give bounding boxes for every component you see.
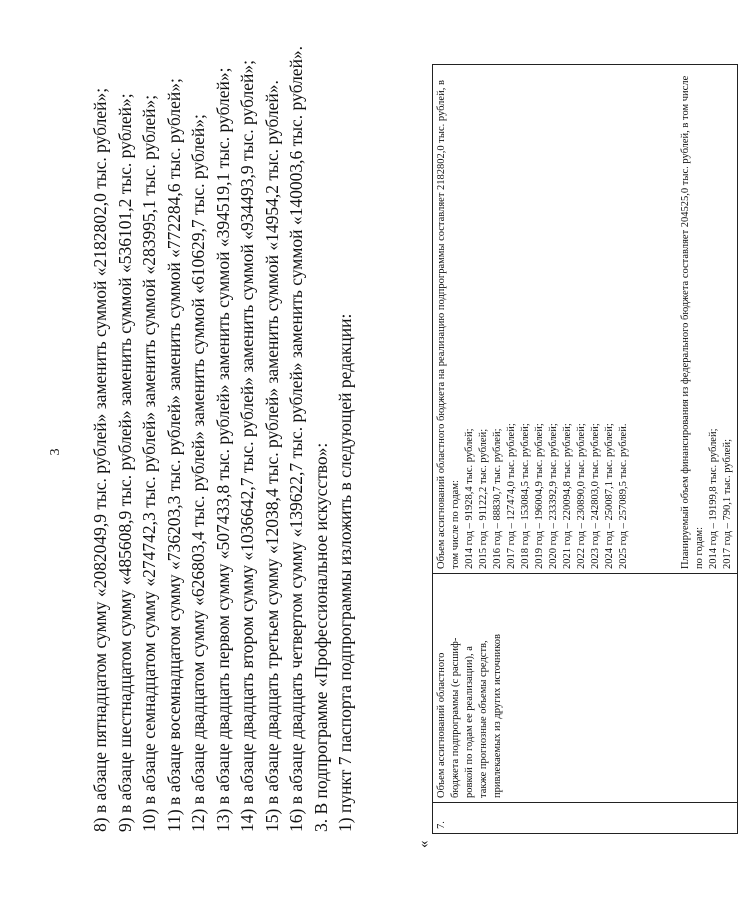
year-line: 2017 год – 790,1 тыс. рублей; (722, 438, 733, 569)
row-number: 7. (433, 803, 738, 834)
year-line: 2021 год – 220094,8 тыс. рублей; (562, 423, 573, 569)
year-line: 2024 год – 250087,1 тыс. рублей; (604, 423, 615, 569)
name-line: привлекаемых из других источников (492, 634, 503, 798)
amendment-line: 1) пункт 7 паспорта подпрограммы изложить в следующей редакции: (335, 313, 355, 832)
row-name-cell (433, 574, 738, 803)
amendment-line: 10) в абзаце семнадцатом сумму «274742,3 тыс. рублей» заменить суммой «283995,1 тыс. рублей»; (139, 94, 159, 832)
amendment-line: 14) в абзаце двадцать втором сумму «1036642,7 тыс. рублей» заменить суммой «934493,9 тыс. рублей»; (237, 60, 257, 832)
spacer (631, 69, 679, 569)
name-line: также прогнозные объемы средств, (478, 640, 489, 798)
section-heading: 3. В подпрограмме «Профессиональное искусство»: (310, 442, 331, 832)
amendment-line: 16) в абзаце двадцать четвертом сумму «139622,7 тыс. рублей» заменить суммой «140003,6 тыс. рублей». (286, 45, 306, 832)
year-line: 2023 год – 242803,0 тыс. рублей; (590, 423, 601, 569)
regional-intro: том числе по годам: (450, 480, 461, 569)
rotated-content (40, 45, 733, 852)
year-line: 2017 год – 127474,0 тыс. рублей; (506, 423, 517, 569)
amendment-line: 15) в абзаце двадцать третьем сумму «12038,4 тыс. рублей» заменить суммой «14954,2 тыс. рублей». (261, 80, 282, 832)
row-value-cell (433, 65, 738, 574)
year-line: 2022 год – 230890,0 тыс. рублей; (576, 423, 587, 569)
year-line: 2018 год – 153084,5 тыс. рублей; (520, 423, 531, 569)
open-quote: « (416, 840, 432, 848)
page-number: 3 (48, 448, 63, 456)
federal-intro: по годам: (694, 526, 705, 569)
year-line: 2014 год – 91928,4 тыс. рублей; (464, 428, 475, 569)
name-line: ровкой по годам ее реализации), а (464, 646, 475, 798)
year-line: 2015 год – 91122,2 тыс. рублей; (478, 428, 489, 569)
amendment-line: 8) в абзаце пятнадцатом сумму «2082049,9 тыс. рублей» заменить суммой «2182802,0 тыс. рублей»; (90, 87, 110, 832)
amendment-line: 11) в абзаце восемнадцатом сумму «736203,3 тыс. рублей» заменить суммой «772284,6 тыс. рублей»; (163, 78, 184, 832)
federal-intro: Планируемый объем финансирования из федерального бюджета составляет 204525,0 тыс. рублей, в том числе (680, 75, 691, 569)
amendments-list (88, 45, 358, 832)
amendment-line: 13) в абзаце двадцать первом сумму «507433,8 тыс. рублей» заменить суммой «394519,1 тыс. рублей»; (212, 67, 233, 832)
regional-intro: Объем ассигнований областного бюджета на реализацию подпрограммы составляет 2182802,0 тыс. рублей, в (436, 80, 447, 569)
passport-table (432, 64, 738, 834)
year-line: 2020 год – 233392,9 тыс. рублей; (548, 423, 559, 569)
year-line: 2019 год – 196004,9 тыс. рублей; (534, 423, 545, 569)
name-line: Объем ассигнований областного (436, 652, 447, 798)
table-row (433, 65, 738, 834)
amendment-line: 12) в абзаце двадцатом сумму «626803,4 тыс. рублей» заменить суммой «610629,7 тыс. рублей»; (188, 114, 208, 832)
year-line: 2025 год – 257089,5 тыс. рублей. (618, 423, 629, 569)
year-line: 2014 год – 19199,8 тыс. рублей; (708, 428, 719, 569)
name-line: бюджета подпрограммы (с расшиф- (450, 637, 461, 798)
amendment-line: 9) в абзаце шестнадцатом сумму «485608,9 тыс. рублей» заменить суммой «536101,2 тыс. рублей»; (114, 93, 135, 832)
year-line: 2016 год – 88830,7 тыс. рублей; (492, 428, 503, 569)
